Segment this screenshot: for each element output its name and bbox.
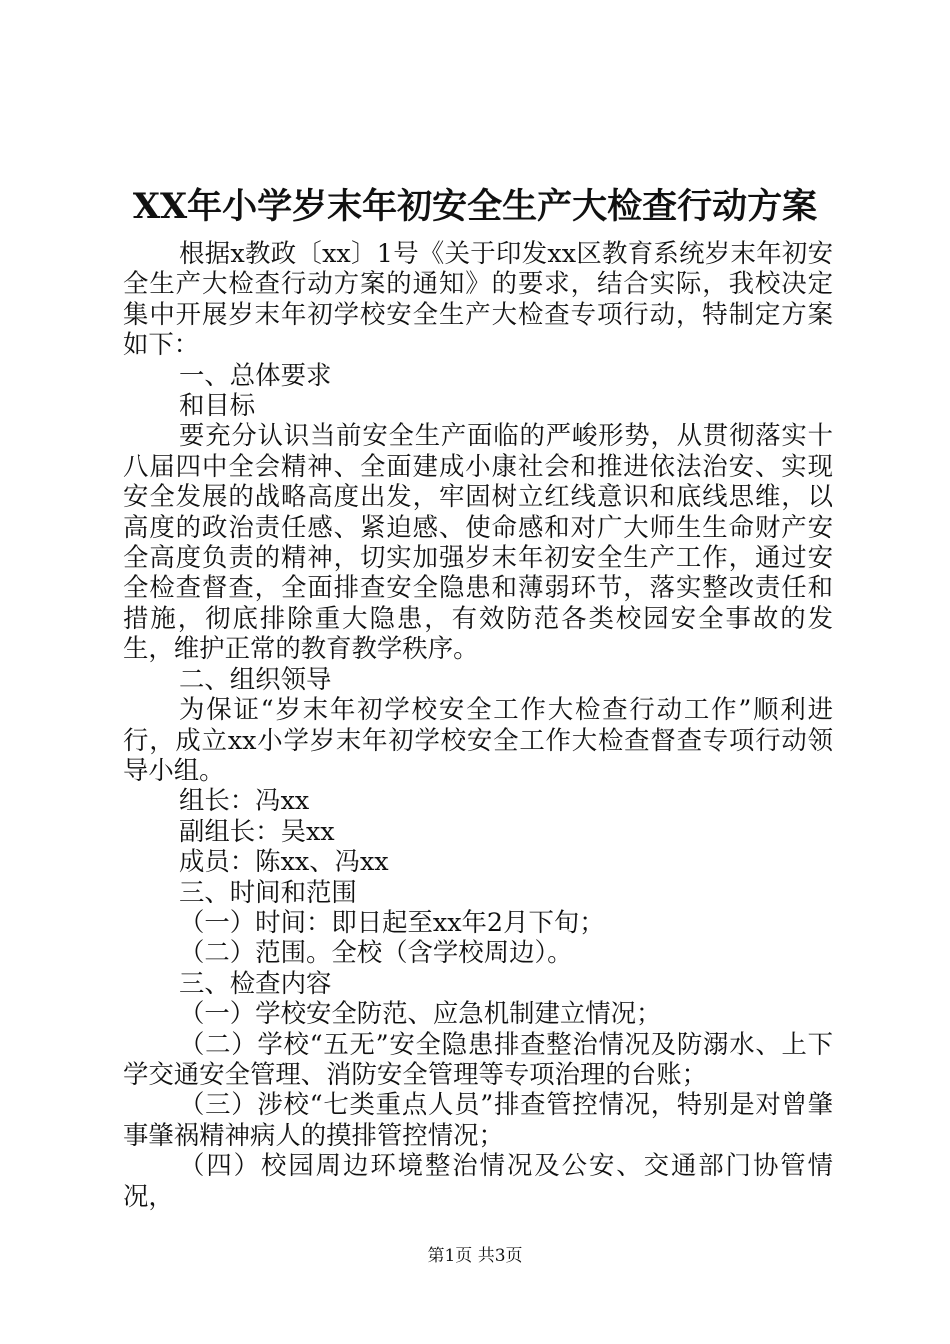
section-heading-general: 一、总体要求 (179, 359, 332, 390)
team-leader: 组长：冯xx (179, 785, 310, 816)
content-item-1: （一）学校安全防范、应急机制建立情况； (179, 998, 662, 1029)
content-item-2: （二）学校“五无”安全隐患排查整治情况及防溺水、上下学交通安全管理、消防安全管理等专项治理的台账； (123, 1028, 833, 1089)
section-heading-organization: 二、组织领导 (179, 663, 332, 694)
team-members: 成员：陈xx、冯xx (179, 846, 389, 877)
document-title: XX年小学岁末年初安全生产大检查行动方案 (132, 186, 818, 227)
section-heading-content: 三、检查内容 (179, 967, 332, 998)
intro-paragraph: 根据x教政〔xx〕1号《关于印发xx区教育系统岁末年初安全生产大检查行动方案的通知》的要求，结合实际，我校决定集中开展岁末年初学校安全生产大检查专项行动，特制定方案如下： (123, 238, 833, 360)
scope-item: （二）范围。全校（含学校周边）。 (179, 937, 573, 968)
content-item-3: （三）涉校“七类重点人员”排查管控情况，特别是对曾肇事肇祸精神病人的摸排管控情况； (123, 1089, 833, 1150)
page-footer: 第1页 共3页 (427, 1246, 523, 1266)
document-body (123, 238, 833, 1211)
time-item: （一）时间：即日起至xx年2月下旬； (179, 906, 605, 937)
team-deputy-leader: 副组长：吴xx (179, 815, 335, 846)
organization-paragraph: 为保证“岁末年初学校安全工作大检查行动工作”顺利进行，成立xx小学岁末年初学校安全工作大检查督查专项行动领导小组。 (123, 694, 833, 785)
section-heading-time-scope: 三、时间和范围 (179, 876, 357, 907)
content-item-4: （四）校园周边环境整治情况及公安、交通部门协管情况， (123, 1150, 833, 1211)
goal-paragraph: 要充分认识当前安全生产面临的严峻形势，从贯彻落实十八届四中全会精神、全面建成小康社会和推进依法治安、实现安全发展的战略高度出发，牢固树立红线意识和底线思维，以高度的政治责任感、紧迫感、使命感和对广大师生生命财产安全高度负责的精神，切实加强岁末年初安全生产工作，通过安全检查督查，全面排查安全隐患和薄弱环节，落实整改责任和措施，彻底排除重大隐患，有效防范各类校园安全事故的发生，维护正常的教育教学秩序。 (123, 420, 833, 664)
section-heading-goal: 和目标 (179, 390, 256, 421)
